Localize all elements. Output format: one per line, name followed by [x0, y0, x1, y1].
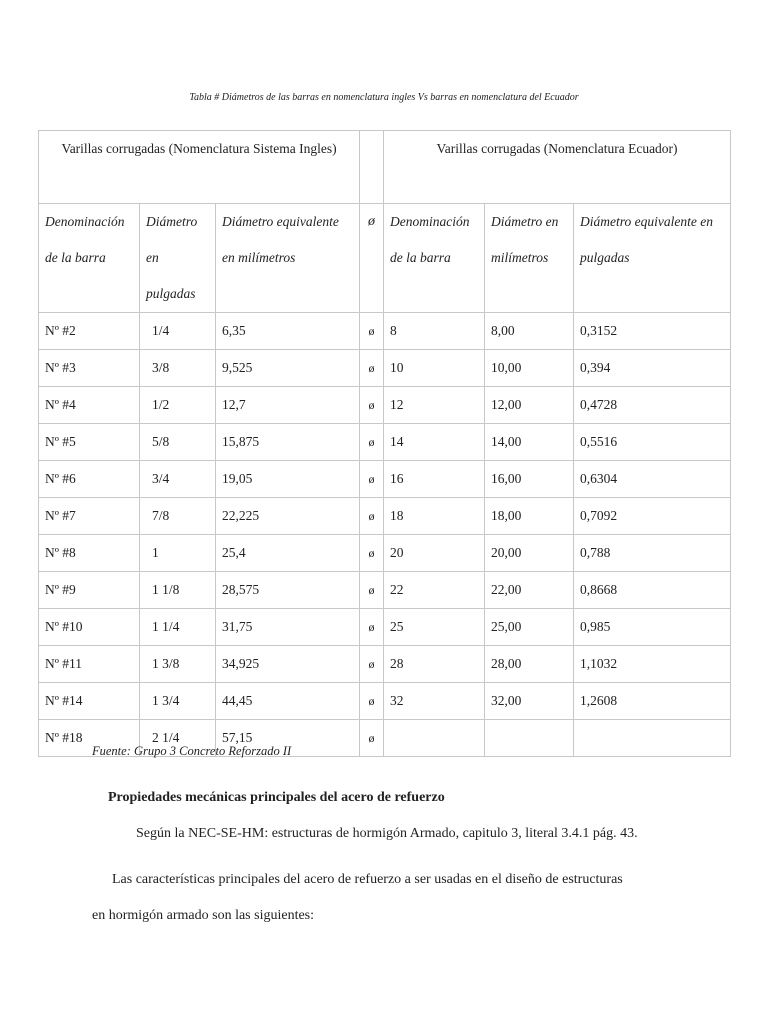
paragraph-line-2: en hormigón armado son las siguientes:	[92, 908, 315, 923]
cell-equivalent-inches: 1,2608	[574, 683, 731, 720]
group-header-ecuador: Varillas corrugadas (Nomenclatura Ecuador)	[384, 131, 731, 204]
cell-phi: ø	[360, 609, 384, 646]
cell-equivalent-inches: 0,394	[574, 350, 731, 387]
cell-denomination-ecuador: 12	[384, 387, 485, 424]
cell-denomination-english: Nº #7	[39, 498, 140, 535]
cell-diameter-inches: 1 1/4	[140, 609, 216, 646]
cell-diameter-mm: 28,00	[485, 646, 574, 683]
table-caption: Tabla # Diámetros de las barras en nomenclatura ingles Vs barras en nomenclatura del Ecuador	[189, 92, 579, 103]
group-header-row	[39, 131, 731, 204]
table-row	[39, 313, 731, 350]
cell-equivalent-inches	[574, 720, 731, 757]
cell-denomination-english: Nº #9	[39, 572, 140, 609]
group-header-english: Varillas corrugadas (Nomenclatura Sistema Ingles)	[39, 131, 360, 204]
cell-phi: ø	[360, 572, 384, 609]
cell-phi: ø	[360, 313, 384, 350]
cell-equivalent-mm: 6,35	[216, 313, 360, 350]
cell-denomination-ecuador: 16	[384, 461, 485, 498]
cell-diameter-mm: 20,00	[485, 535, 574, 572]
cell-denomination-ecuador: 14	[384, 424, 485, 461]
bar-diameter-table	[38, 130, 731, 757]
col-header-phi: ø	[360, 204, 384, 313]
table-row	[39, 683, 731, 720]
cell-phi: ø	[360, 535, 384, 572]
cell-equivalent-mm: 19,05	[216, 461, 360, 498]
cell-diameter-inches: 1 1/8	[140, 572, 216, 609]
cell-diameter-mm: 22,00	[485, 572, 574, 609]
col-header-diameter-inches: Diámetro en pulgadas	[140, 204, 216, 313]
table-row	[39, 461, 731, 498]
cell-equivalent-mm: 15,875	[216, 424, 360, 461]
cell-equivalent-inches: 0,985	[574, 609, 731, 646]
cell-equivalent-inches: 1,1032	[574, 646, 731, 683]
cell-phi: ø	[360, 720, 384, 757]
cell-equivalent-inches: 0,788	[574, 535, 731, 572]
cell-denomination-ecuador: 28	[384, 646, 485, 683]
table-row	[39, 350, 731, 387]
cell-diameter-mm: 8,00	[485, 313, 574, 350]
cell-equivalent-mm: 25,4	[216, 535, 360, 572]
cell-denomination-ecuador	[384, 720, 485, 757]
cell-denomination-ecuador: 8	[384, 313, 485, 350]
cell-denomination-english: Nº #6	[39, 461, 140, 498]
cell-equivalent-inches: 0,8668	[574, 572, 731, 609]
table-row	[39, 609, 731, 646]
table-source: Fuente: Grupo 3 Concreto Reforzado II	[92, 744, 292, 758]
cell-diameter-inches: 1 3/8	[140, 646, 216, 683]
cell-equivalent-mm: 57,15	[216, 720, 360, 757]
cell-diameter-inches: 1/4	[140, 313, 216, 350]
col-header-equivalent-mm: Diámetro equivalente en milímetros	[216, 204, 360, 313]
cell-denomination-english: Nº #5	[39, 424, 140, 461]
cell-phi: ø	[360, 461, 384, 498]
cell-phi: ø	[360, 350, 384, 387]
cell-denomination-ecuador: 25	[384, 609, 485, 646]
cell-equivalent-inches: 0,3152	[574, 313, 731, 350]
table-row	[39, 646, 731, 683]
cell-denomination-english: Nº #18	[39, 720, 140, 757]
cell-equivalent-inches: 0,7092	[574, 498, 731, 535]
col-header-denomination-english: Denominación de la barra	[39, 204, 140, 313]
col-header-denomination-ecuador: Denominación de la barra	[384, 204, 485, 313]
paragraph-line-1: Las características principales del acero de refuerzo a ser usadas en el diseño de estructuras	[112, 872, 623, 887]
table-row	[39, 387, 731, 424]
table-row	[39, 424, 731, 461]
cell-denomination-ecuador: 22	[384, 572, 485, 609]
cell-equivalent-mm: 12,7	[216, 387, 360, 424]
cell-equivalent-mm: 44,45	[216, 683, 360, 720]
cell-diameter-inches: 1	[140, 535, 216, 572]
cell-denomination-english: Nº #2	[39, 313, 140, 350]
cell-denomination-ecuador: 32	[384, 683, 485, 720]
cell-diameter-inches: 2 1/4	[140, 720, 216, 757]
cell-diameter-mm: 25,00	[485, 609, 574, 646]
cell-denomination-english: Nº #8	[39, 535, 140, 572]
cell-diameter-mm: 12,00	[485, 387, 574, 424]
cell-denomination-english: Nº #11	[39, 646, 140, 683]
paragraph-reference: Según la NEC-SE-HM: estructuras de hormigón Armado, capitulo 3, literal 3.4.1 pág. 43.	[136, 826, 638, 841]
cell-equivalent-mm: 31,75	[216, 609, 360, 646]
cell-diameter-inches: 5/8	[140, 424, 216, 461]
cell-diameter-inches: 1/2	[140, 387, 216, 424]
table-row	[39, 535, 731, 572]
cell-phi: ø	[360, 646, 384, 683]
cell-denomination-english: Nº #4	[39, 387, 140, 424]
cell-diameter-mm: 14,00	[485, 424, 574, 461]
cell-denomination-ecuador: 20	[384, 535, 485, 572]
table-row	[39, 498, 731, 535]
cell-diameter-mm: 32,00	[485, 683, 574, 720]
cell-denomination-ecuador: 18	[384, 498, 485, 535]
cell-phi: ø	[360, 424, 384, 461]
column-header-row	[39, 204, 731, 313]
col-header-diameter-mm: Diámetro en milímetros	[485, 204, 574, 313]
cell-phi: ø	[360, 683, 384, 720]
cell-phi: ø	[360, 498, 384, 535]
cell-equivalent-mm: 28,575	[216, 572, 360, 609]
cell-equivalent-inches: 0,4728	[574, 387, 731, 424]
cell-denomination-ecuador: 10	[384, 350, 485, 387]
cell-equivalent-inches: 0,5516	[574, 424, 731, 461]
cell-diameter-mm: 16,00	[485, 461, 574, 498]
cell-diameter-inches: 3/8	[140, 350, 216, 387]
cell-phi: ø	[360, 387, 384, 424]
cell-diameter-inches: 3/4	[140, 461, 216, 498]
cell-denomination-english: Nº #14	[39, 683, 140, 720]
cell-diameter-inches: 7/8	[140, 498, 216, 535]
cell-equivalent-mm: 34,925	[216, 646, 360, 683]
cell-denomination-english: Nº #10	[39, 609, 140, 646]
table-row	[39, 572, 731, 609]
cell-diameter-mm: 18,00	[485, 498, 574, 535]
cell-denomination-english: Nº #3	[39, 350, 140, 387]
col-header-equivalent-inches: Diámetro equivalente en pulgadas	[574, 204, 731, 313]
cell-equivalent-mm: 22,225	[216, 498, 360, 535]
cell-diameter-mm: 10,00	[485, 350, 574, 387]
cell-diameter-mm	[485, 720, 574, 757]
cell-equivalent-inches: 0,6304	[574, 461, 731, 498]
section-heading: Propiedades mecánicas principales del acero de refuerzo	[108, 790, 445, 805]
cell-diameter-inches: 1 3/4	[140, 683, 216, 720]
cell-equivalent-mm: 9,525	[216, 350, 360, 387]
group-header-spacer	[360, 131, 384, 204]
